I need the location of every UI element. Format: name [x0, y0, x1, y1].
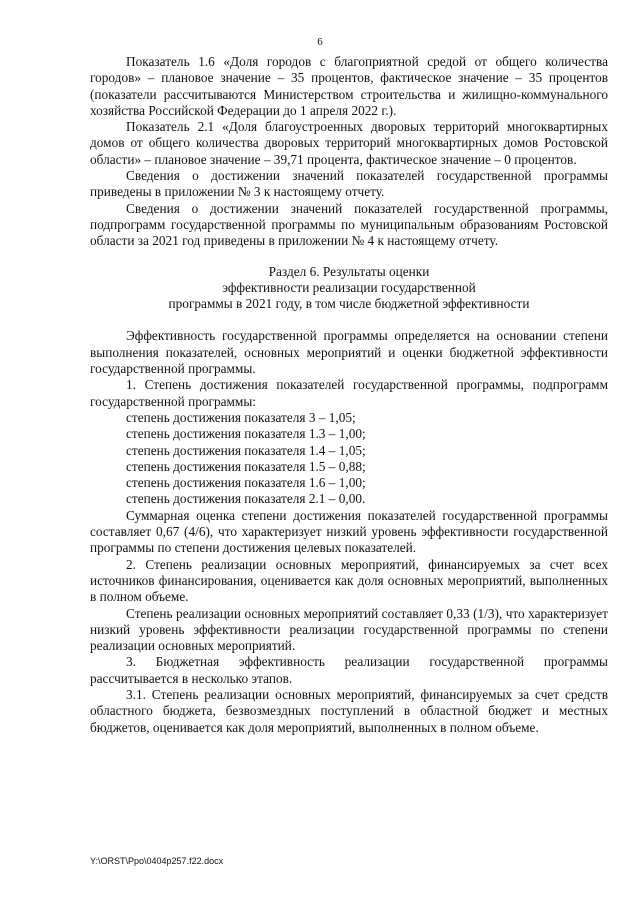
intro-paragraph: Эффективность государственной программы определяется на основании степени выполнения показателей, основных мероприятий и оценки бюджетной эффективности государственной программы. [90, 328, 608, 377]
paragraph: Сведения о достижении значений показателей государственной программы, подпрограмм государственной программы по муниципальным образованиям Ростовской области за 2021 год приведены в приложении № 4 к настоящему отчету. [90, 200, 608, 249]
indicator-item: степень достижения показателя 1.6 – 1,00; [126, 475, 366, 491]
indicator-item: степень достижения показателя 2.1 – 0,00. [126, 491, 366, 507]
paragraph: Показатель 2.1 «Доля благоустроенных дворовых территорий многоквартирных домов от общего количества дворовых территорий многоквартирных домов Ростовской области» – плановое значение – 39,71 процента, фактическое значение – 0 процентов. [90, 119, 608, 167]
paragraph: Суммарная оценка степени достижения показателей государственной программы составляет 0,67 (4/6), что характеризует низкий уровень эффективности государственной программы по степени достижения целевых показателей. [90, 507, 608, 556]
item1-title: 1. Степень достижения показателей государственной программы, подпрограмм государственной программы: [90, 377, 608, 409]
indicator-item: степень достижения показателя 3 – 1,05; [126, 409, 356, 425]
paragraph: 2. Степень реализации основных мероприятий, финансируемых за счет всех источников финансирования, оценивается как доля основных мероприятий, выполненных в полном объеме. [90, 556, 608, 605]
indicator-list [90, 410, 608, 508]
footer-file-path: Y:\ORST\Ppo\0404p257.f22.docx [90, 856, 224, 866]
indicator-item: степень достижения показателя 1.4 – 1,05; [126, 442, 366, 458]
paragraph: Сведения о достижении значений показателей государственной программы приведены в приложении № 3 к настоящему отчету. [90, 168, 608, 200]
indicator-item: степень достижения показателя 1.5 – 0,88; [126, 458, 366, 474]
page-number: 6 [317, 36, 323, 48]
paragraph: 3. Бюджетная эффективность реализации государственной программы рассчитывается в несколько этапов. [90, 654, 608, 686]
indicator-item: степень достижения показателя 1.3 – 1,00; [126, 426, 366, 442]
section-heading-line: программы в 2021 году, в том числе бюджетной эффективности [168, 296, 530, 312]
paragraph: Степень реализации основных мероприятий составляет 0,33 (1/3), что характеризует низкий уровень эффективности реализации государственной программы по степени реализации основных мероприятий. [90, 605, 608, 654]
section-heading-line: Раздел 6. Результаты оценки [268, 263, 430, 279]
section-heading [90, 264, 608, 313]
section-heading-line: эффективности реализации государственной [222, 279, 476, 295]
paragraph: Показатель 1.6 «Доля городов с благоприятной средой от общего количества городов» – плановое значение – 35 процентов, фактическое значение – 35 процентов (показатели рассчитываются Министерством строительства и жилищно-коммунального хозяйства Российской Федерации до 1 апреля 2022 г.). [90, 54, 608, 118]
document-body [90, 54, 608, 736]
paragraph: 3.1. Степень реализации основных мероприятий, финансируемых за счет средств областного бюджета, безвозмездных поступлений в областной бюджет и местных бюджетов, оценивается как доля мероприятий, выполненных в полном объеме. [90, 686, 608, 735]
